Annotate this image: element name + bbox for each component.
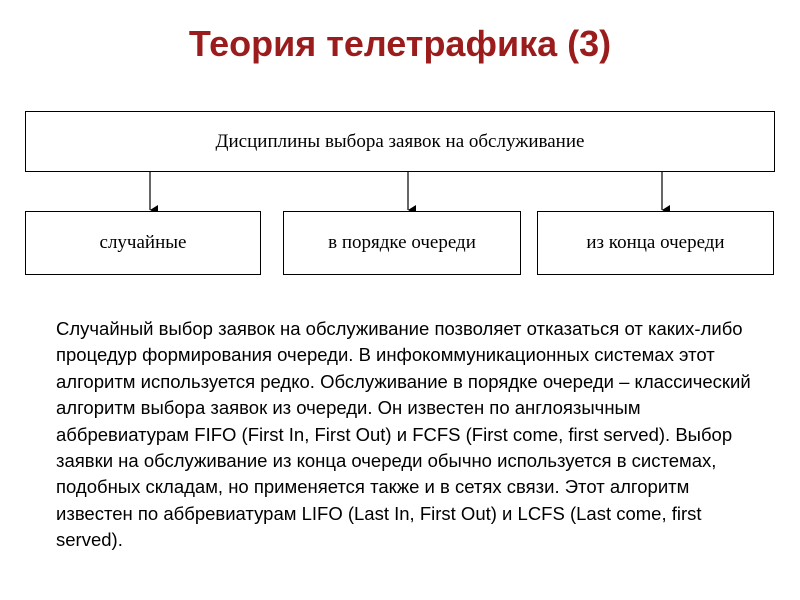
description-paragraph: Случайный выбор заявок на обслуживание позволяет отказаться от каких-либо процедур формирования очереди. В инфокоммуникационных системах этот алгоритм используется редко. Обслуживание в порядке очереди – классический алгоритм выбора заявок из очереди. Он известен по англоязычным аббревиатурам FIFO (First In, First Out) и FCFS (First come, first served). Выбор заявки на обслуживание из конца очереди обычно используется в системах, подобных складам, но применяется также и в сетях связи. Этот алгоритм известен по аббревиатурам LIFO (Last In, First Out) и LCFS (Last come, first served). <box>56 318 751 551</box>
child-node-label: в порядке очереди <box>328 232 476 253</box>
child-node-label: из конца очереди <box>586 232 725 253</box>
child-node-label: случайные <box>99 232 187 253</box>
child-node-in-queue-order <box>283 211 521 275</box>
child-node-from-queue-end <box>537 211 774 275</box>
slide-title: Теория телетрафика (3) <box>188 23 612 64</box>
root-node-label: Дисциплины выбора заявок на обслуживание <box>215 130 585 152</box>
root-node-service-disciplines <box>25 111 775 172</box>
child-node-random <box>25 211 261 275</box>
